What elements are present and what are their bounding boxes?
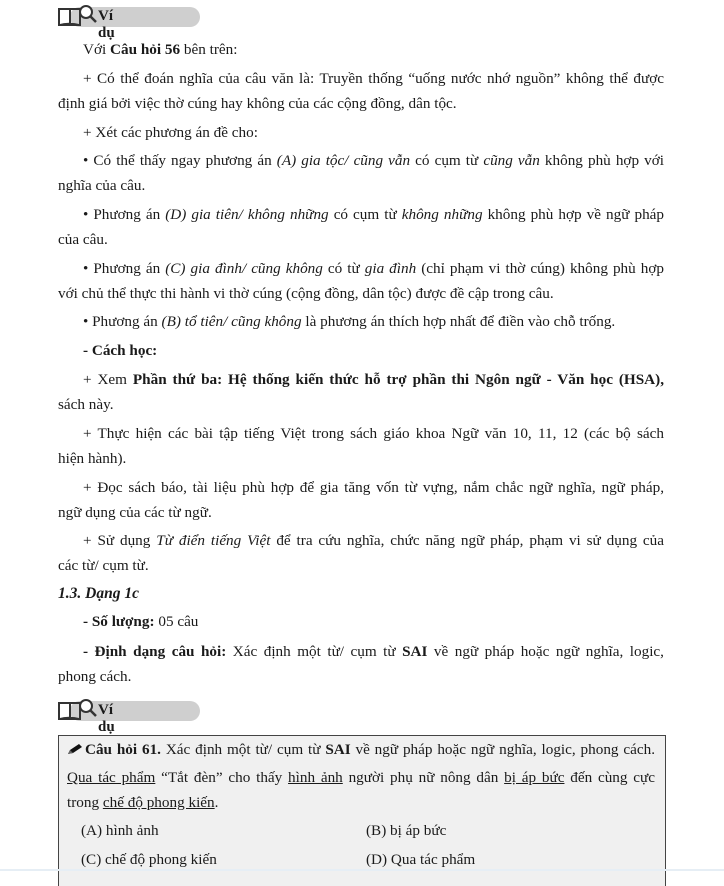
paragraph: + Xét các phương án đề cho: — [83, 124, 258, 141]
option-a[interactable]: (A) hình ảnh — [81, 822, 159, 839]
pencil-icon — [67, 743, 83, 755]
bullet-continuation: nghĩa của câu. — [58, 177, 146, 194]
paragraph: + Xem Phần thứ ba: Hệ thống kiến thức hỗ trợ phần thi Ngôn ngữ - Văn học (HSA), — [83, 371, 664, 388]
section-heading: 1.3. Dạng 1c — [58, 585, 139, 602]
book-magnifier-icon — [56, 3, 100, 29]
paragraph: + Sử dụng Từ điển tiếng Việt để tra cứu nghĩa, chức năng ngữ pháp, phạm vi sử dụng của — [83, 532, 664, 549]
example-badge-label: Ví dụ — [98, 702, 115, 735]
paragraph: + Đọc sách báo, tài liệu phù hợp để gia tăng vốn từ vựng, nắm chắc ngữ nghĩa, ngữ pháp, — [83, 479, 664, 496]
example-badge-label: Ví dụ — [98, 8, 115, 41]
bullet-item: • Phương án (B) tổ tiên/ cũng không là phương án thích hợp nhất để điền vào chỗ trống. — [83, 313, 616, 330]
bullet-continuation: với chủ thể thực thi hành vi thờ cúng (cộng đồng, dân tộc) được đề cập trong câu. — [58, 285, 554, 302]
paragraph: Với Câu hỏi 56 bên trên: — [83, 41, 238, 58]
paragraph-continuation: hiện hành). — [58, 450, 127, 467]
question-sentence: Qua tác phẩm “Tắt đèn” cho thấy hình ảnh người phụ nữ nông dân bị áp bức đến cùng cực — [67, 769, 656, 786]
bullet-item: • Phương án (C) gia đình/ cũng không có từ gia đình (chỉ phạm vi thờ cúng) không phù hợp — [83, 260, 664, 277]
paragraph-continuation: phong cách. — [58, 668, 132, 685]
question-prompt: Câu hỏi 61. Xác định một từ/ cụm từ SAI về ngữ pháp hoặc ngữ nghĩa, logic, phong cách. — [67, 740, 655, 760]
option-d[interactable]: (D) Qua tác phẩm — [366, 851, 476, 868]
option-c[interactable]: (C) chế độ phong kiến — [81, 851, 217, 868]
paragraph-continuation: các từ/ cụm từ. — [58, 557, 149, 574]
paragraph: - Định dạng câu hỏi: Xác định một từ/ cụm từ SAI về ngữ pháp hoặc ngữ nghĩa, logic, — [83, 643, 664, 660]
option-b[interactable]: (B) bị áp bức — [366, 822, 447, 839]
paragraph-continuation: định giá bởi việc thờ cúng hay không của các cộng đồng, dân tộc. — [58, 95, 457, 112]
paragraph-continuation: ngữ dụng của các từ ngữ. — [58, 504, 212, 521]
paragraph: - Số lượng: 05 câu — [83, 613, 199, 630]
book-magnifier-icon — [56, 697, 100, 723]
bullet-item: • Có thể thấy ngay phương án (A) gia tộc/ cũng vẫn có cụm từ cũng vẫn không phù hợp với — [83, 152, 664, 169]
bullet-continuation: của câu. — [58, 231, 108, 248]
paragraph-continuation: sách này. — [58, 396, 114, 413]
paragraph: + Thực hiện các bài tập tiếng Việt trong sách giáo khoa Ngữ văn 10, 11, 12 (các bộ sách — [83, 425, 664, 442]
question-box — [58, 735, 666, 886]
paragraph: + Có thể đoán nghĩa của câu văn là: Truyền thống “uống nước nhớ nguồn” không thể được — [83, 70, 664, 87]
question-sentence-continuation: trong chế độ phong kiến. — [67, 794, 219, 811]
bullet-item: • Phương án (D) gia tiên/ không những có cụm từ không những không phù hợp về ngữ pháp — [83, 206, 664, 223]
subheading: - Cách học: — [83, 342, 158, 359]
